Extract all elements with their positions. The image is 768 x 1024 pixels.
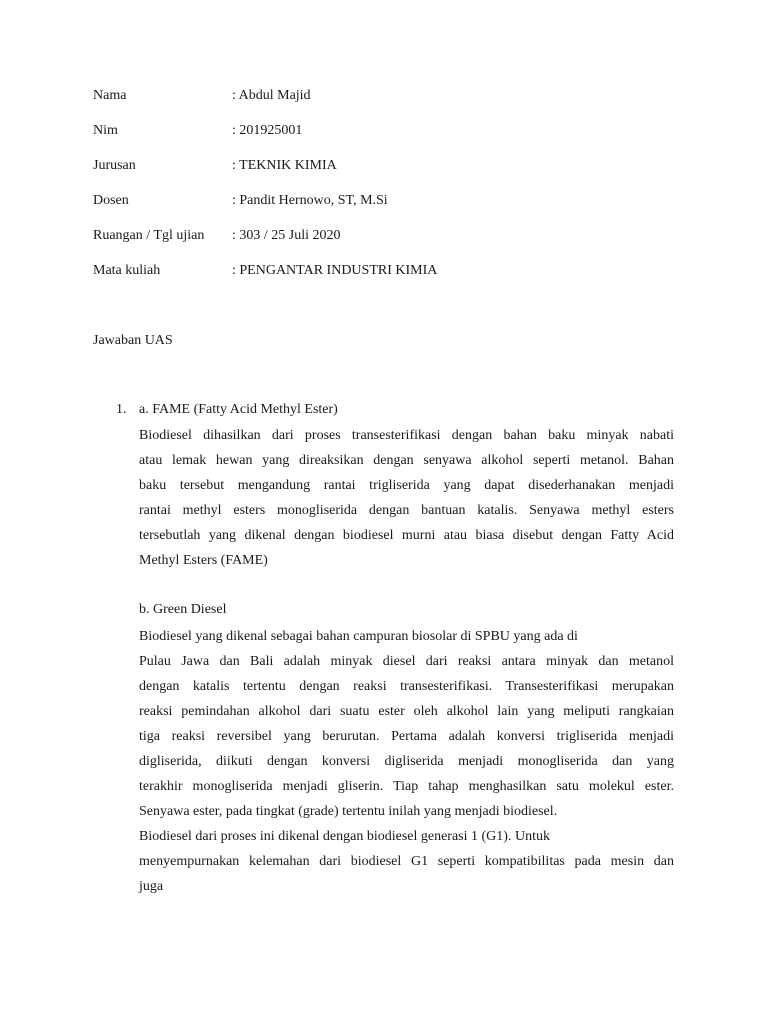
- text-line: Pulau Jawa dan Bali adalah minyak diesel dari reaksi antara minyak dan metanol: [139, 654, 674, 669]
- text-line: terakhir monogliserida menjadi gliserin. Tiap tahap menghasilkan satu molekul ester.: [139, 779, 674, 794]
- text-line: baku tersebut mengandung rantai trigliserida yang dapat disederhanakan menjadi: [139, 478, 674, 493]
- part-a-title: a. FAME (Fatty Acid Methyl Ester): [139, 402, 338, 417]
- text-line: digliserida, diikuti dengan konversi digliserida menjadi monogliserida dan yang: [139, 754, 674, 769]
- info-label: Jurusan: [93, 158, 136, 173]
- info-value: : 201925001: [232, 123, 303, 138]
- part-b-title: b. Green Diesel: [139, 602, 227, 617]
- part-a-paragraph: [139, 423, 674, 573]
- info-value: : Abdul Majid: [232, 88, 311, 103]
- section-heading: Jawaban UAS: [93, 333, 173, 348]
- info-label: Mata kuliah: [93, 263, 161, 278]
- info-label: Ruangan / Tgl ujian: [93, 228, 205, 243]
- info-label: Nim: [93, 123, 118, 138]
- info-value: : 303 / 25 Juli 2020: [232, 228, 341, 243]
- text-line: reaksi pemindahan alkohol dari suatu ester oleh alkohol lain yang meliputi rangkaian: [139, 704, 674, 719]
- text-line: Methyl Esters (FAME): [139, 553, 268, 568]
- list-number: 1.: [116, 402, 127, 417]
- text-line: Biodiesel dihasilkan dari proses transesterifikasi dengan bahan baku minyak nabati: [139, 428, 674, 443]
- info-value: : PENGANTAR INDUSTRI KIMIA: [232, 263, 438, 278]
- text-line: atau lemak hewan yang direaksikan dengan senyawa alkohol seperti metanol. Bahan: [139, 453, 674, 468]
- text-line: menyempurnakan kelemahan dari biodiesel G1 seperti kompatibilitas pada mesin dan: [139, 854, 674, 869]
- info-value: : TEKNIK KIMIA: [232, 158, 337, 173]
- info-label: Nama: [93, 88, 127, 103]
- text-line: dengan katalis tertentu dengan reaksi transesterifikasi. Transesterifikasi merupakan: [139, 679, 674, 694]
- part-b-paragraph: [139, 624, 674, 899]
- text-line: rantai methyl esters monogliserida dengan bantuan katalis. Senyawa methyl esters: [139, 503, 674, 518]
- info-value: : Pandit Hernowo, ST, M.Si: [232, 193, 388, 208]
- text-line: Senyawa ester, pada tingkat (grade) tertentu inilah yang menjadi biodiesel.: [139, 804, 558, 819]
- text-line: juga: [139, 879, 164, 894]
- text-line: tiga reaksi reversibel yang berurutan. Pertama adalah konversi trigliserida menjadi: [139, 729, 674, 744]
- info-label: Dosen: [93, 193, 129, 208]
- text-line: Biodiesel yang dikenal sebagai bahan campuran biosolar di SPBU yang ada di: [139, 629, 578, 644]
- text-line: tersebutlah yang dikenal dengan biodiesel murni atau biasa disebut dengan Fatty Acid: [139, 528, 674, 543]
- text-line: Biodiesel dari proses ini dikenal dengan biodiesel generasi 1 (G1). Untuk: [139, 829, 550, 844]
